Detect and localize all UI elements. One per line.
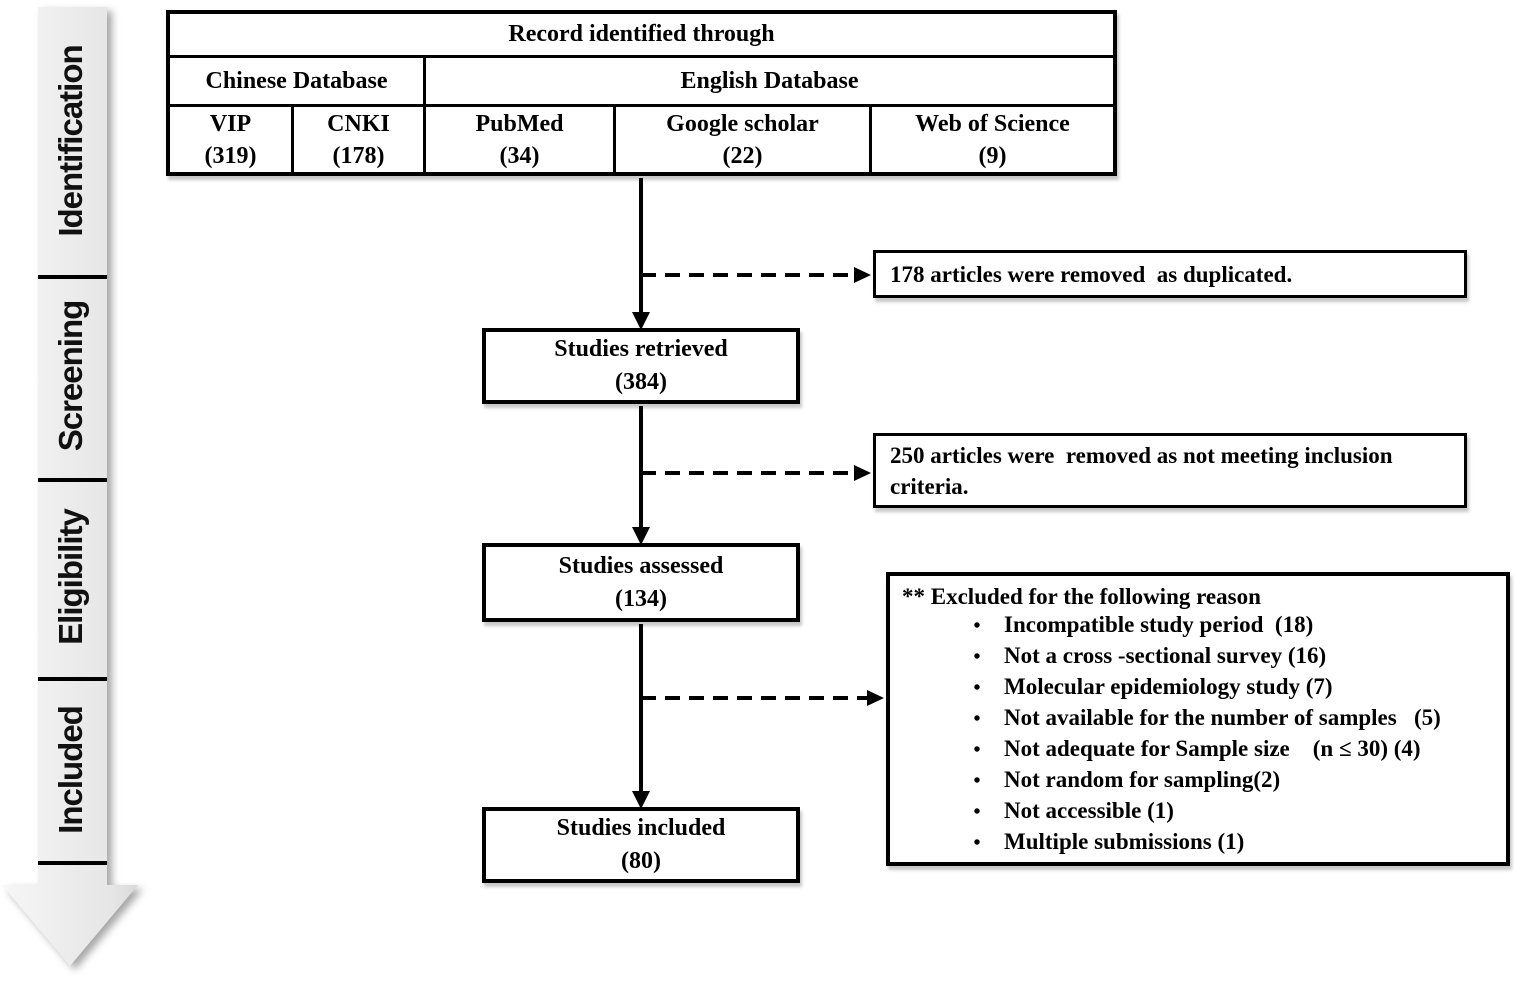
sources-table-cells-row bbox=[170, 107, 1113, 172]
source-cell-cnki bbox=[294, 107, 426, 172]
bullet-icon: • bbox=[973, 708, 981, 730]
bullet-icon: • bbox=[973, 801, 981, 823]
source-cell-google-scholar bbox=[616, 107, 872, 172]
source-count: (34) bbox=[499, 142, 540, 169]
bullet-icon: • bbox=[973, 677, 981, 699]
note-box-duplicates-removed bbox=[873, 250, 1467, 298]
flow-box-count: (384) bbox=[615, 369, 667, 395]
exclusion-header: ** Excluded for the following reason bbox=[902, 584, 1261, 609]
flow-box-studies-assessed bbox=[482, 543, 800, 622]
source-count: (319) bbox=[204, 142, 257, 169]
stage-divider-1 bbox=[38, 275, 107, 279]
source-count: (22) bbox=[722, 142, 763, 169]
exclusion-reason: Not adequate for Sample size (n ≤ 30) (4) bbox=[1004, 736, 1421, 761]
exclusion-item bbox=[902, 798, 1500, 829]
exclusion-item bbox=[902, 612, 1500, 643]
sources-table bbox=[166, 10, 1117, 176]
stage-label-identification: Identification bbox=[52, 45, 89, 237]
exclusion-list bbox=[902, 612, 1500, 860]
exclusion-reasons-box bbox=[886, 572, 1510, 866]
exclusion-item bbox=[902, 674, 1500, 705]
stage-label-eligibility: Eligibility bbox=[52, 509, 89, 645]
group-header-chinese-database: Chinese Database bbox=[170, 58, 426, 104]
arrowhead-duplicates bbox=[854, 267, 871, 283]
source-count: (178) bbox=[332, 142, 385, 169]
flow-box-studies-included bbox=[482, 807, 800, 883]
stage-label-screening: Screening bbox=[52, 300, 89, 452]
bullet-icon: • bbox=[973, 770, 981, 792]
flow-box-studies-retrieved bbox=[482, 328, 800, 404]
flow-box-label: Studies assessed bbox=[558, 552, 724, 579]
source-cell-pubmed bbox=[426, 107, 616, 172]
stage-divider-3 bbox=[38, 677, 107, 681]
arrowhead-not-meeting bbox=[854, 465, 871, 481]
sources-table-title: Record identified through bbox=[170, 14, 1113, 58]
stage-divider-2 bbox=[38, 478, 107, 482]
flow-box-label: Studies included bbox=[556, 815, 726, 841]
note-text: 250 articles were removed as not meeting inclusion criteria. bbox=[890, 442, 1399, 499]
source-name: CNKI bbox=[327, 110, 390, 137]
source-cell-web-of-science bbox=[872, 107, 1113, 172]
flow-box-count: (134) bbox=[615, 585, 667, 612]
exclusion-reason: Molecular epidemiology study (7) bbox=[1004, 674, 1333, 699]
exclusion-item bbox=[902, 736, 1500, 767]
flow-box-count: (80) bbox=[621, 848, 661, 874]
bullet-icon: • bbox=[973, 739, 981, 761]
exclusion-item bbox=[902, 829, 1500, 860]
bullet-icon: • bbox=[973, 615, 981, 637]
bullet-icon: • bbox=[973, 832, 981, 854]
sources-table-group-row bbox=[170, 58, 1113, 107]
stage-divider-4 bbox=[38, 861, 107, 865]
source-name: Web of Science bbox=[915, 110, 1070, 137]
flow-box-label: Studies retrieved bbox=[554, 336, 728, 362]
exclusion-reason: Not accessible (1) bbox=[1004, 798, 1174, 823]
exclusion-reason: Not a cross -sectional survey (16) bbox=[1004, 643, 1327, 668]
exclusion-reason: Incompatible study period (18) bbox=[1004, 612, 1314, 637]
exclusion-item bbox=[902, 643, 1500, 674]
source-name: Google scholar bbox=[666, 110, 819, 137]
exclusion-reason: Not available for the number of samples (5) bbox=[1004, 705, 1441, 730]
source-cell-vip bbox=[170, 107, 294, 172]
exclusion-item bbox=[902, 767, 1500, 798]
arrowhead-excluded bbox=[867, 690, 884, 706]
source-name: VIP bbox=[209, 110, 252, 137]
exclusion-reason: Multiple submissions (1) bbox=[1004, 829, 1245, 854]
note-box-not-meeting-criteria bbox=[873, 433, 1467, 508]
source-name: PubMed bbox=[475, 110, 564, 137]
bullet-icon: • bbox=[973, 646, 981, 668]
exclusion-item bbox=[902, 705, 1500, 736]
stage-label-included: Included bbox=[52, 706, 89, 834]
exclusion-reason: Not random for sampling(2) bbox=[1004, 767, 1281, 792]
source-count: (9) bbox=[978, 142, 1007, 169]
note-text: 178 articles were removed as duplicated. bbox=[890, 261, 1293, 287]
group-header-english-database: English Database bbox=[680, 67, 859, 94]
